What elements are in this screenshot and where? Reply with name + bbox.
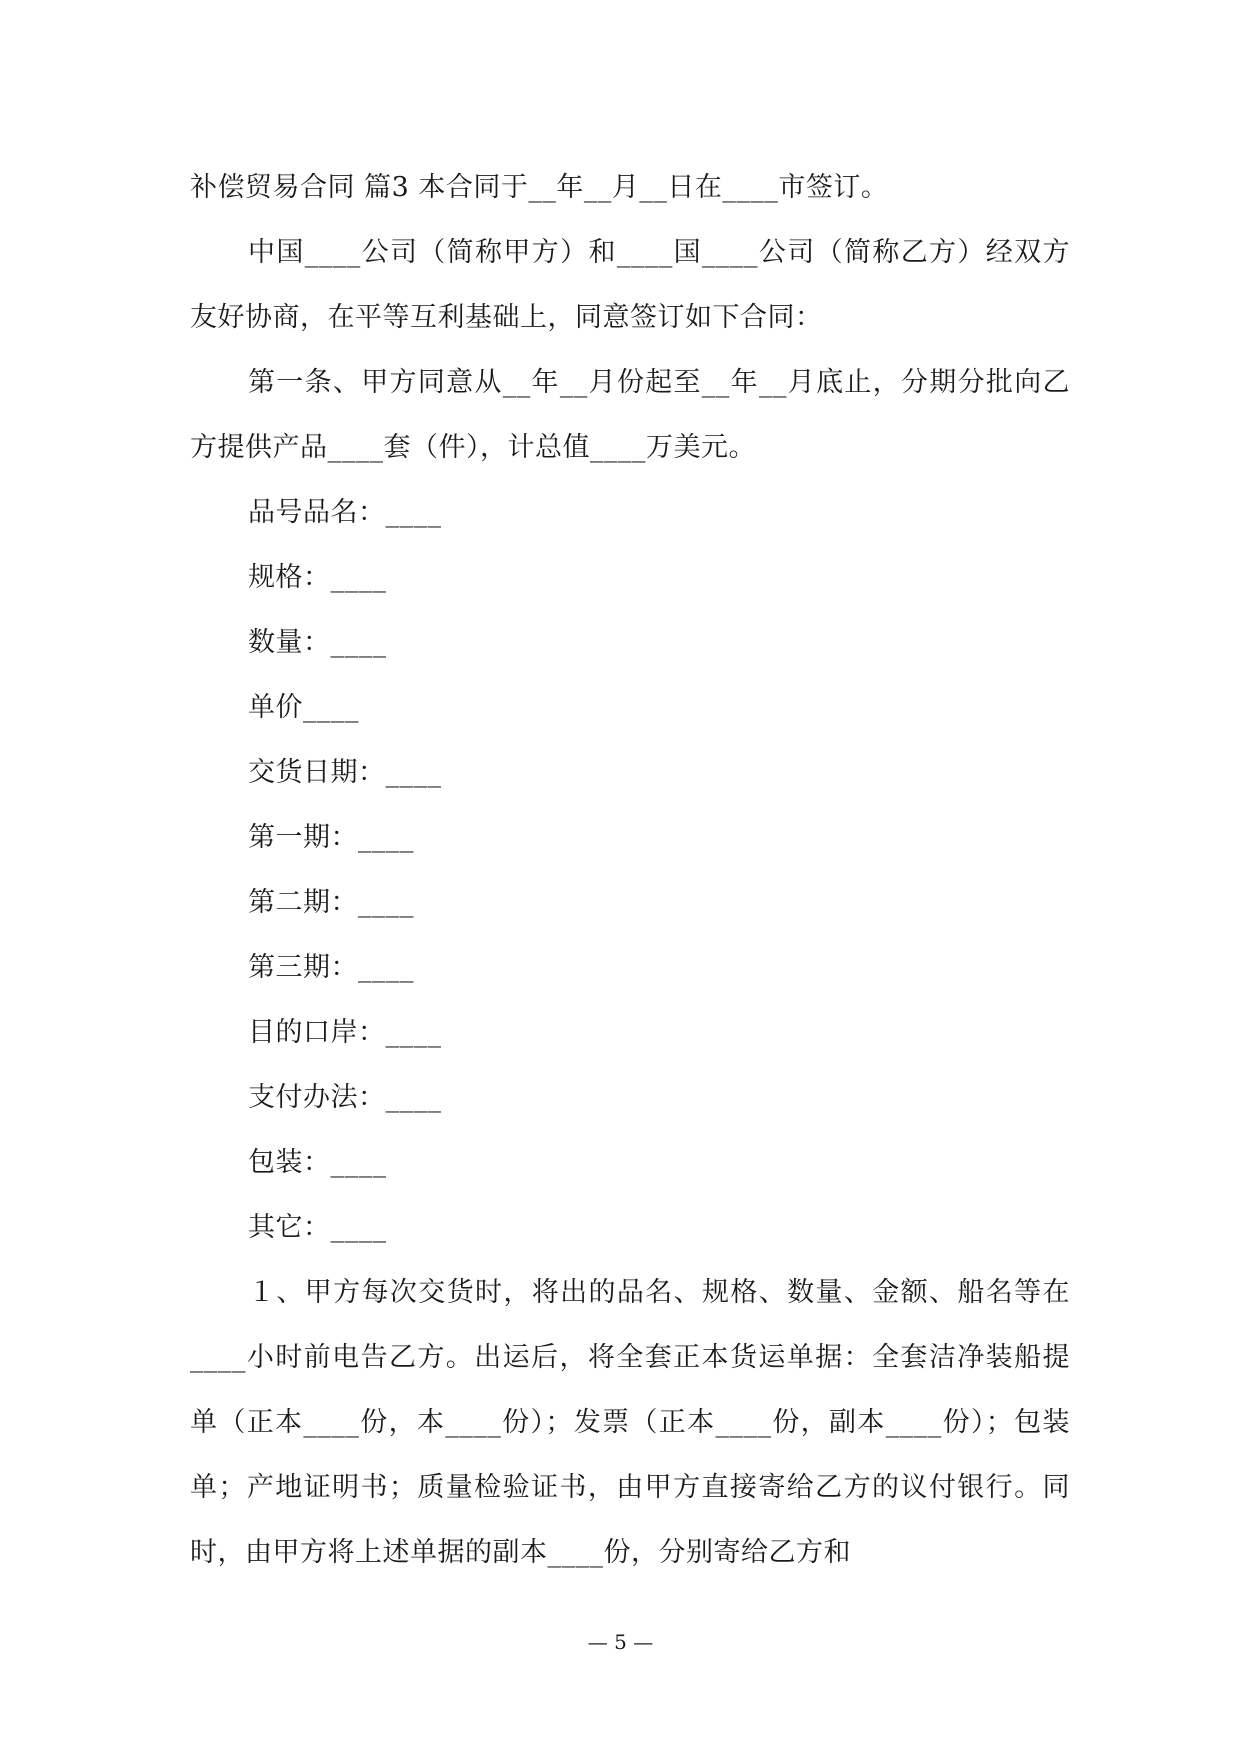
- field-delivery-date: 交货日期：____: [248, 757, 442, 788]
- field-unit-price: 单价____: [248, 692, 359, 723]
- page-number: — 5 —: [587, 1630, 654, 1654]
- field-specification: 规格：____: [248, 562, 387, 593]
- paragraph-title-line: 补偿贸易合同 篇3 本合同于__年__月__日在____市签订。: [190, 172, 889, 203]
- field-phase-3: 第三期：____: [248, 952, 414, 983]
- field-packing: 包装：____: [248, 1147, 387, 1178]
- field-phase-2: 第二期：____: [248, 887, 414, 918]
- paragraph-clause-1: １、甲方每次交货时，将出的品名、规格、数量、金额、船名等在____小时前电告乙方。出运后，将全套正本货运单据：全套洁净装船提单（正本____份，本____份）；发票（正本____份，副本____份）；包装单；产地证明书；质量检验证书，由甲方直接寄给乙方的议付银行。同时，由甲方将上述单据的副本____份，分别寄给乙方和: [190, 1277, 1070, 1568]
- contract-body: [190, 155, 1070, 1585]
- field-payment-method: 支付办法：____: [248, 1082, 442, 1113]
- paragraph-article-1: 第一条、甲方同意从__年__月份起至__年__月底止，分期分批向乙方提供产品____套（件），计总值____万美元。: [190, 367, 1070, 463]
- field-quantity: 数量：____: [248, 627, 387, 658]
- paragraph-parties: 中国____公司（简称甲方）和____国____公司（简称乙方）经双方友好协商，在平等互利基础上，同意签订如下合同：: [190, 237, 1070, 333]
- field-other: 其它：____: [248, 1212, 387, 1243]
- field-destination-port: 目的口岸：____: [248, 1017, 442, 1048]
- field-phase-1: 第一期：____: [248, 822, 414, 853]
- field-product-name: 品号品名：____: [248, 497, 442, 528]
